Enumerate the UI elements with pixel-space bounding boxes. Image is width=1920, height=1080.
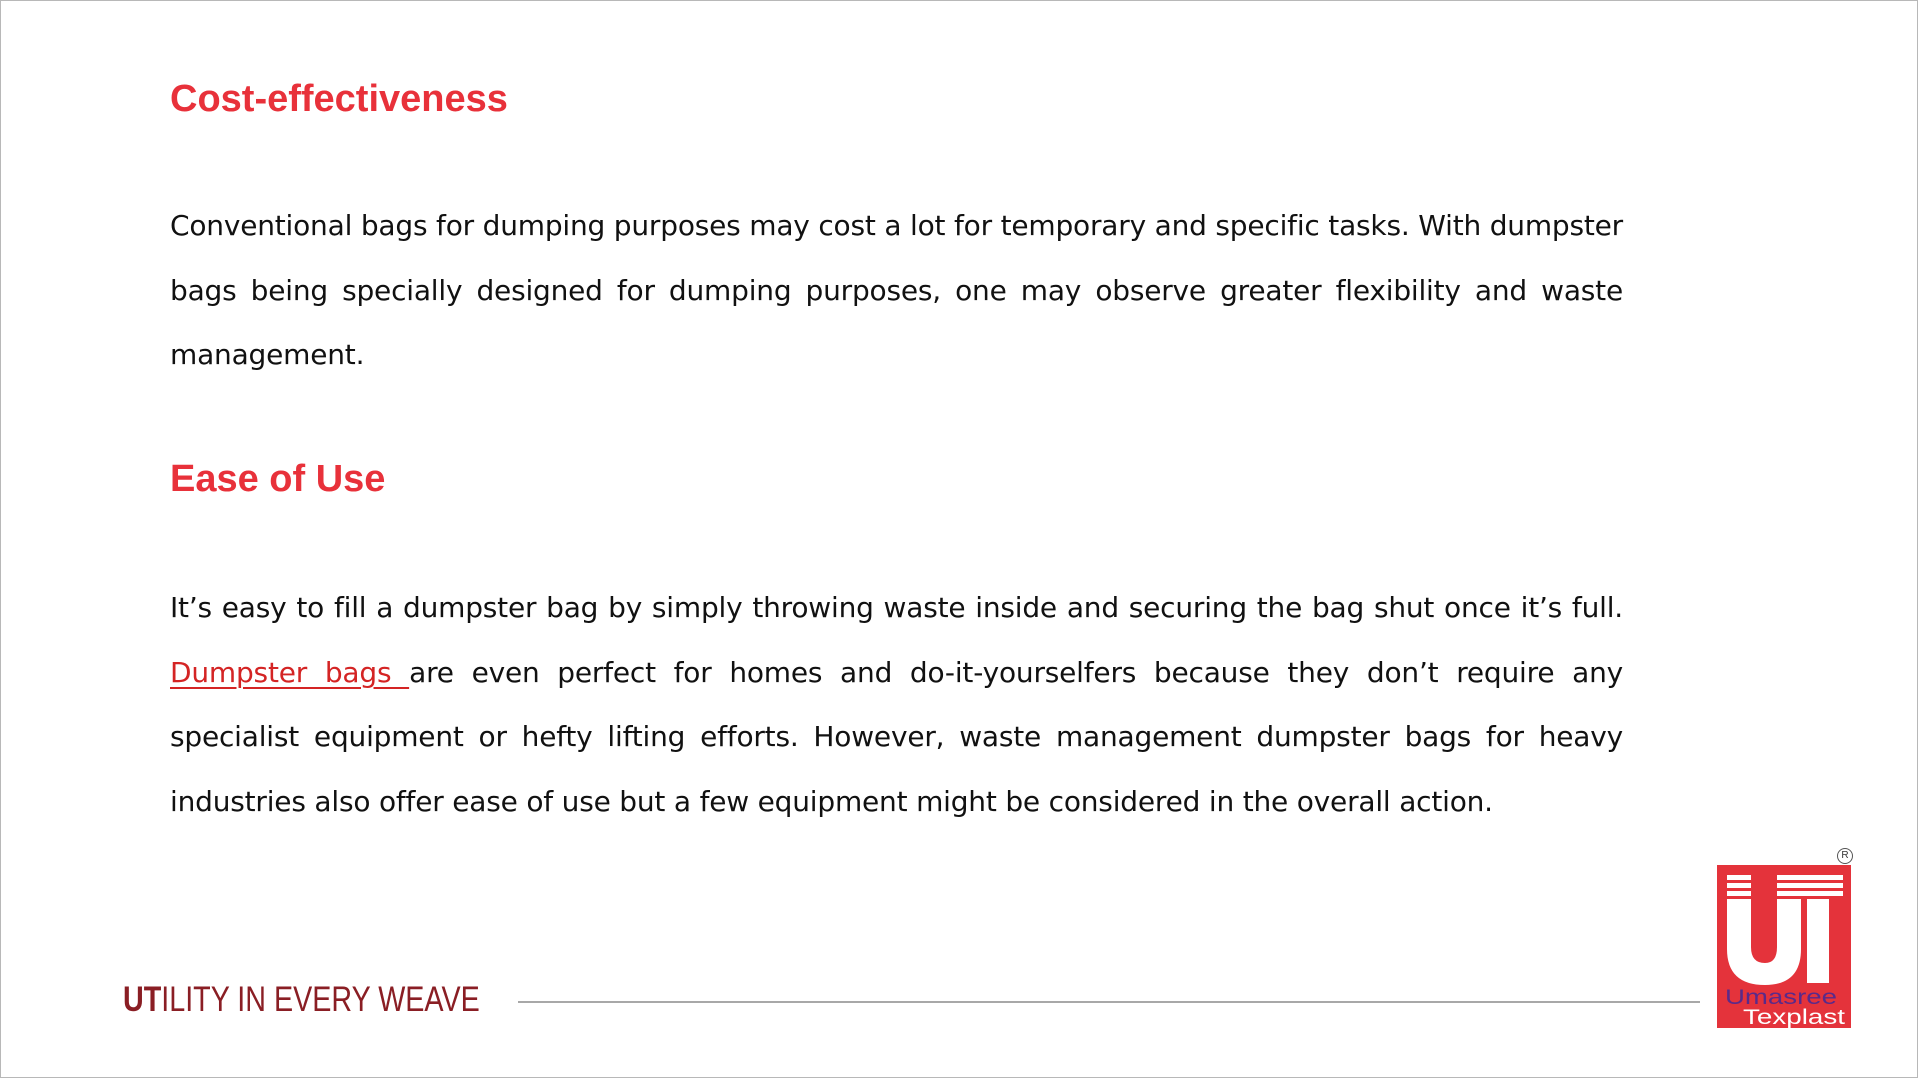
section-body-cost-effectiveness: Conventional bags for dumping purposes may cost a lot for temporary and specific tasks. With dumpster bags being specially designed for dumping purposes, one may observe greater flexibility and waste management. xyxy=(170,209,1623,371)
footer-tagline xyxy=(123,980,480,1020)
dumpster-bags-link[interactable]: Dumpster bags xyxy=(170,655,410,689)
logo-graphic xyxy=(1717,865,1851,1028)
logo-brand-line2: Texplast xyxy=(1743,1006,1846,1028)
tagline-rest-part: ILITY IN EVERY WEAVE xyxy=(161,980,480,1019)
registered-mark-icon: R xyxy=(1837,848,1853,864)
footer-divider xyxy=(518,1001,1700,1003)
section-body-ease-of-use xyxy=(170,576,1623,834)
body-text-end: are even perfect for homes and do-it-yourselfers because they don’t require any specialist equipment or hefty lifting efforts. However, waste management dumpster bags for heavy industries also offer ease of use but a few equipment might be considered in the overall action. xyxy=(170,655,1623,818)
section-heading-ease-of-use: Ease of Use xyxy=(170,458,386,500)
body-text-start: It’s easy to fill a dumpster bag by simply throwing waste inside and securing the bag shut once it’s full. xyxy=(170,591,1623,624)
section-heading-cost-effectiveness: Cost-effectiveness xyxy=(170,78,508,120)
tagline-bold-part: UT xyxy=(123,980,162,1019)
logo-brand-line1: Umasree xyxy=(1725,986,1837,1009)
umasree-texplast-logo xyxy=(1717,865,1851,1028)
